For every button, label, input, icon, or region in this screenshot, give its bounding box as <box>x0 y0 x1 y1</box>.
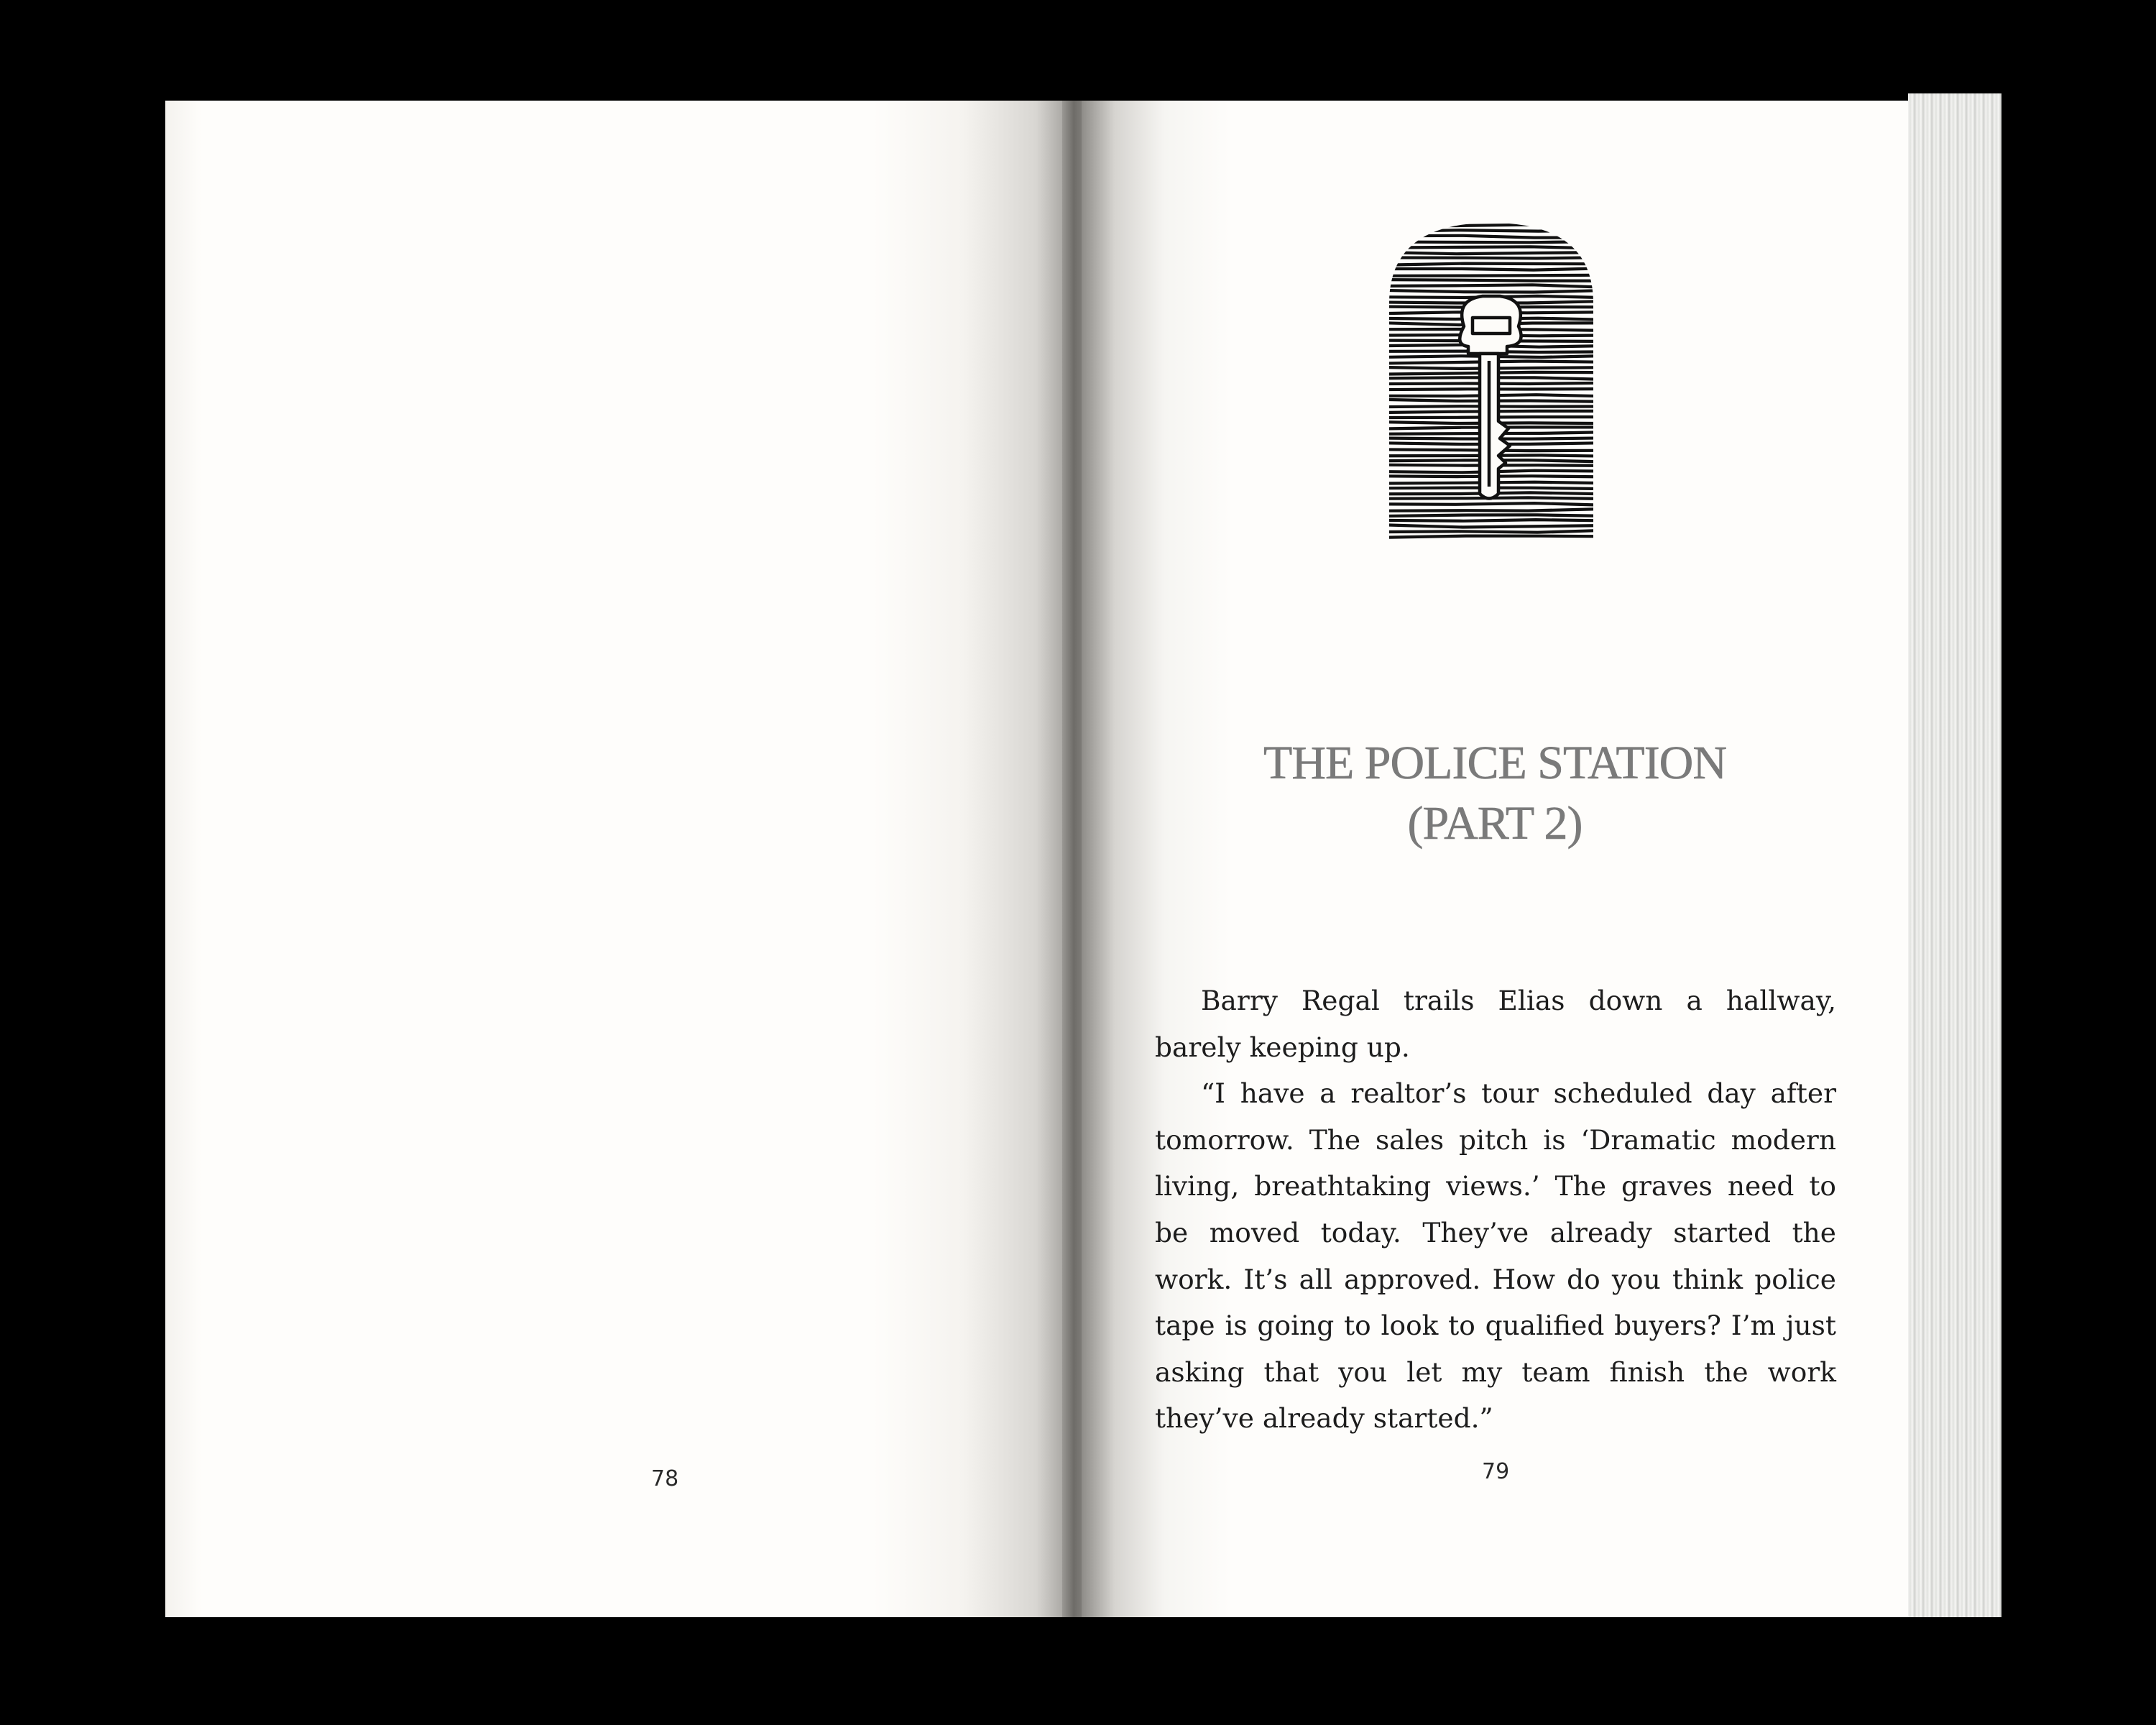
page-edges <box>1908 93 2001 1617</box>
hatch-line <box>1386 525 1597 527</box>
left-page-number: 78 <box>651 1466 679 1491</box>
hatch-line <box>1387 290 1594 293</box>
hatch-line <box>1387 269 1594 270</box>
hatch-line <box>1388 230 1596 231</box>
hatch-line <box>1388 257 1596 258</box>
left-page <box>165 101 1072 1617</box>
hatch-line <box>1388 503 1596 505</box>
hatch-line <box>1387 280 1598 281</box>
hatch-line <box>1387 509 1595 510</box>
hatch-line <box>1386 285 1594 287</box>
paragraph-1: Barry Regal trails Elias down a hallway, barely keeping up. <box>1155 985 1836 1063</box>
hatch-line <box>1386 520 1594 521</box>
hatch-line <box>1386 515 1596 516</box>
hatch-line <box>1387 225 1595 227</box>
body-text <box>1155 978 1836 1442</box>
chapter-title <box>1150 733 1840 854</box>
hatch-line <box>1386 247 1593 248</box>
key-in-arch-icon <box>1383 217 1599 544</box>
hatch-line <box>1388 236 1597 238</box>
chapter-title-line-2: (PART 2) <box>1407 797 1583 850</box>
right-page-number: 79 <box>1482 1459 1510 1484</box>
paragraph-2: “I have a realtor’s tour scheduled day after tomorrow. The sales pitch is ‘Dramatic modern living, breathtaking views.’ The graves need to be moved today. They’ve already started the work. It’s all approved. How do you think police tape is going to look to qualified buyers? I’m just asking that you let my team finish the work they’ve already started.” <box>1155 1077 1836 1435</box>
hatch-line <box>1386 536 1598 538</box>
hatch-line <box>1386 275 1595 276</box>
hatch-line <box>1386 530 1593 532</box>
hatch-line <box>1386 252 1596 254</box>
hatch-line <box>1385 264 1595 265</box>
chapter-title-line-1: THE POLICE STATION <box>1263 737 1726 789</box>
